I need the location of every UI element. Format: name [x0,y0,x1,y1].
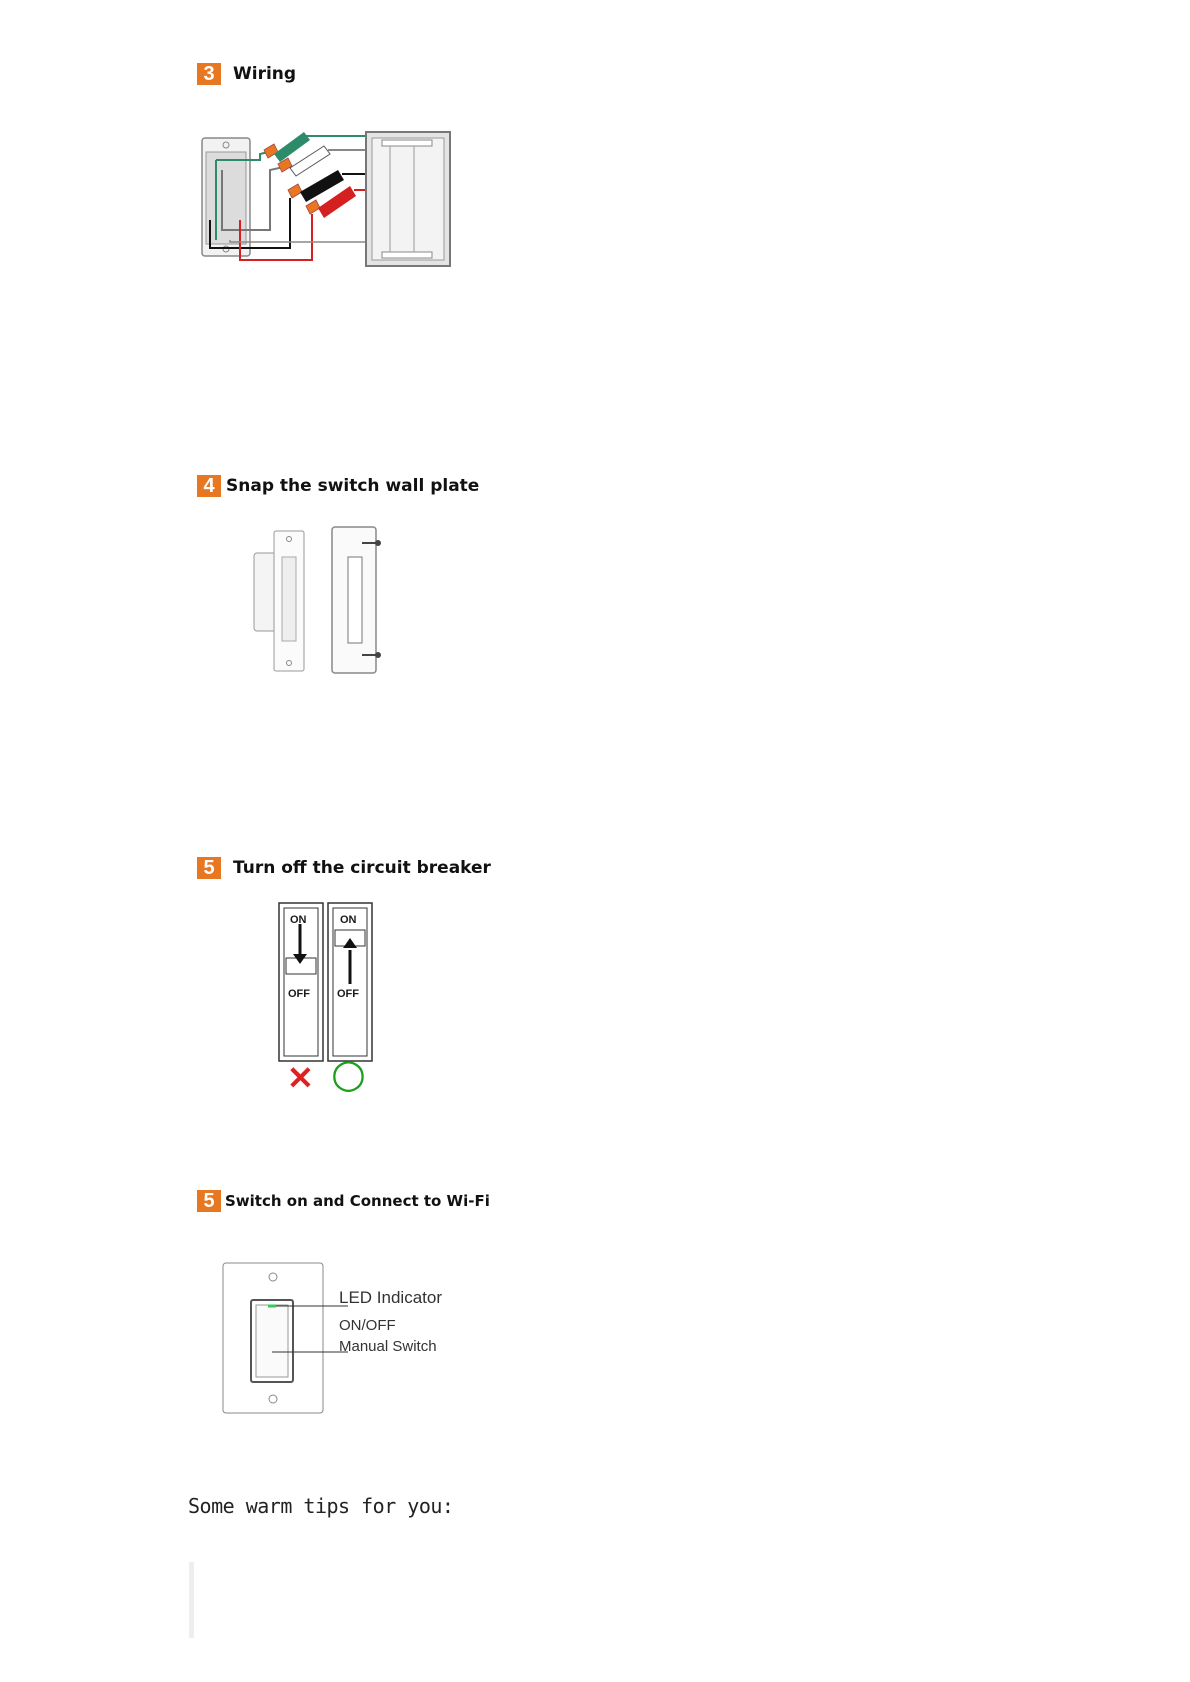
step-title: Turn off the circuit breaker [233,858,491,878]
step-number-badge: 3 [197,63,221,85]
breaker-off-label: OFF [288,988,310,1000]
tips-heading: Some warm tips for you: [188,1494,454,1518]
step-number-badge: 4 [197,475,221,497]
wrong-cross-icon: ✕ [287,1060,314,1096]
step-number-badge: 5 [197,1190,221,1212]
red-wire [240,214,312,260]
blockquote-bar [189,1562,194,1638]
switch-front-diagram [222,1262,462,1414]
step-title: Snap the switch wall plate [226,476,480,496]
wall-plate-diagram [250,525,390,675]
step-wiring-header [197,63,296,85]
step-title: Switch on and Connect to Wi-Fi [225,1192,490,1210]
breaker-off-label: OFF [337,988,359,1000]
step-number-badge: 5 [197,857,221,879]
led-indicator-label: LED Indicator [339,1288,442,1307]
step-circuit-breaker-header [197,857,491,879]
breaker-on-label: ON [340,914,357,926]
breaker-on-label: ON [290,914,307,926]
circuit-breaker-diagram [278,902,374,1102]
white-cable [290,146,330,176]
manual-switch-label-line2: Manual Switch [339,1338,437,1355]
step-wall-plate-header [197,475,479,497]
wiring-diagram [200,130,452,270]
step-title: Wiring [233,64,297,84]
manual-switch-label-line1: ON/OFF [339,1317,396,1334]
step-wifi-header [197,1190,490,1212]
correct-circle-icon: ○ [331,1051,366,1097]
